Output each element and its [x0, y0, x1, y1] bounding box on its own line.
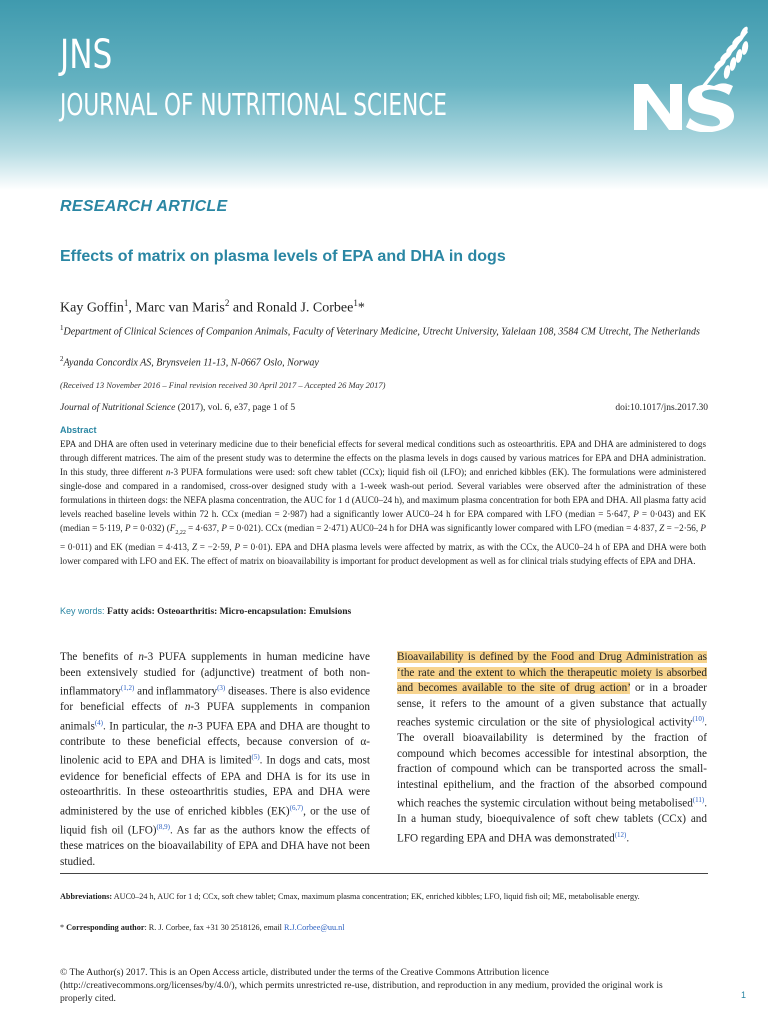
reference-link[interactable]: (4) — [94, 718, 103, 727]
abstract-text: EPA and DHA are often used in veterinary medicine due to their beneficial effects for several medical conditions such as osteoarthritis. EPA and DHA are administered to dogs through different matrices. The aim of the present study was to determine the effects on the plasma levels in dogs caused by various matrices for EPA and DHA administration. In this study, three different n-3 PUFA formulations were used: soft chew tablet (CCx); liquid fish oil (LFO); and enriched kibbles (EK). The formulations were administered single-dose and compared in a randomised, cross-over designed study with a 1-week wash-out period. Several variables were observed after the administration of these formulations in thirteen dogs: the NEFA plasma concentration, the AUC for 1 d (AUC0–24 h), and maximum plasma concentration for both EPA and DHA. All plasma fatty acid levels reached baseline levels within 72 h. CCx (median = 2·987) had a significantly lower AUC0–24 h for EPA compared with LFO (median = 5·647, P = 0·043) and EK (median = 5·119, P = 0·032) ($F_{2,22} = 4\cdot 637$, P = 0·021). CCx (median = 2·471) AUC0–24 h for DHA was significantly lower compared with LFO (median = 4·837, Z = −2·56, P = 0·011) and EK (median = 4·413, Z = −2·59, P = 0·01). EPA and DHA plasma levels were affected by matrix, as with the CCx, the AUC0–24 h of EPA and DHA were both lower compared with LFO and EK. The effect of matrix on bioavailability is important for product development as well as for clinical trials studying effects of EPA and DHA. — [60, 439, 707, 566]
affiliation-2 — [60, 352, 720, 370]
citation-details: (2017), vol. 6, e37, page 1 of 5 — [175, 403, 296, 413]
reference-link[interactable]: (12) — [614, 830, 627, 839]
author-separator: , — [128, 300, 136, 316]
reference-link[interactable]: (5) — [251, 753, 260, 762]
journal-abbreviation: JNS — [60, 32, 113, 78]
author-separator: and — [229, 300, 257, 316]
author-name: Ronald J. Corbee — [256, 300, 354, 316]
highlighted-text[interactable]: Bioavailability is defined by the Food and Drug Administration as ‘the rate and the extent to which the therapeutic moiety is absorbed and becomes available to the site of drug action’ — [397, 651, 707, 694]
affiliation-number: 1 — [60, 324, 64, 332]
affiliation-1 — [60, 321, 720, 339]
journal-name: JOURNAL OF NUTRITIONAL SCIENCE — [60, 88, 447, 123]
corresponding-author-mark: * — [357, 300, 365, 316]
reference-link[interactable]: (6,7) — [289, 803, 304, 812]
keywords-list: Fatty acids: Osteoarthritis: Micro-encapsulation: Emulsions — [107, 607, 352, 617]
author-affiliation-mark: 2 — [224, 298, 230, 308]
page-number: 1 — [740, 990, 746, 1000]
abstract-heading: Abstract — [60, 425, 97, 435]
corresponding-email-link[interactable]: R.J.Corbee@uu.nl — [283, 923, 345, 932]
corresponding-author-footnote: * Corresponding author: R. J. Corbee, fax +31 30 2518126, email R.J.Corbee@uu.nl — [60, 923, 345, 932]
keywords-label: Key words: — [60, 606, 108, 616]
affiliation-number: 2 — [60, 355, 64, 363]
body-column-left: The benefits of n-3 PUFA supplements in human medicine have been extensively studied for (adjunctive) treatment of both non-inflammatory$^{(1,2)}$ and inflammatory$^{(3)}$ diseases. There is also evidence for beneficial effects of n-3 PUFA supplements in companion animals$^{(4)}$. In particular, the n-3 PUFA EPA and DHA are thought to contribute to these beneficial effects, because conversion of α-linolenic acid to EPA and DHA is limited$^{(5)}$. In dogs and cats, most evidence for beneficial effects of EPA and DHA is for its use in osteoarthritis. In these osteoarthritis studies, EPA and DHA were administered by the use of enriched kibbles (EK)$^{(6,7)}$, or the use of liquid fish oil (LFO)$^{(8,9)}$. As far as the authors know the effects of these matrices on the bioavailability of EPA and DHA have not been studied. — [60, 651, 371, 868]
article-type-label: RESEARCH ARTICLE — [60, 198, 228, 215]
body-column-right: Bioavailability is defined by the Food and Drug Administration as ‘the rate and the extent to which the therapeutic moiety is absorbed and becomes available to the site of drug action’ or in a broader sense, it refers to the amount of a given substance that actually reaches systemic circulation or the site of physiological activity$^{(10)}$. The overall bioavailability is determined by the fraction of compound which becomes accessible for intestinal absorption, the fraction of compound which can be transported across the small-intestinal epithelium, and the fraction of the absorbed compound which reaches the systemic circulation without being metabolised$^{(11)}$. In a human study, bioequivalence of soft chew tablets (CCx) and LFO regarding EPA and DHA was demonstrated$^{(12)}$. — [397, 651, 707, 845]
author-affiliation-mark: 1 — [123, 298, 129, 308]
abbreviations-footnote — [60, 891, 708, 903]
author-affiliation-mark: 1 — [353, 298, 358, 308]
doi: doi:10.1017/jns.2017.30 — [615, 403, 708, 413]
affiliation-text: Department of Clinical Sciences of Companion Animals, Faculty of Veterinary Medicine, Utrecht University, Yalelaan 108, 3584 CM Utrecht, The Netherlands — [63, 326, 700, 338]
footnote-divider — [60, 873, 708, 874]
copyright-notice: © The Author(s) 2017. This is an Open Access article, distributed under the terms of the Creative Commons Attribution licence (http://creativecommons.org/licenses/by/4.0/), which permits unrestricted re-use, distribution, and reproduction in any medium, provided the original work is properly cited. — [60, 967, 663, 1004]
received-dates: (Received 13 November 2016 – Final revision received 30 April 2017 – Accepted 26 May 2017) — [60, 380, 386, 390]
journal-logo-icon — [628, 26, 752, 132]
author-name: Kay Goffin — [60, 300, 124, 316]
reference-link[interactable]: (11) — [692, 796, 705, 805]
author-name: Marc van Maris — [135, 300, 225, 316]
keywords — [60, 606, 351, 617]
abbreviations-label: Abbreviations: — [60, 892, 113, 901]
author-list — [60, 298, 365, 317]
article-title: Effects of matrix on plasma levels of EPA and DHA in dogs — [60, 248, 506, 265]
affiliation-text: Ayanda Concordix AS, Brynsveien 11-13, N-0667 Oslo, Norway — [63, 357, 319, 369]
citation-journal: Journal of Nutritional Science — [60, 403, 176, 413]
reference-link[interactable]: (10) — [692, 715, 705, 723]
citation-line — [60, 403, 295, 413]
reference-link[interactable]: (8,9) — [156, 822, 170, 831]
corresponding-author-label: Corresponding author — [66, 923, 145, 932]
reference-link[interactable]: (1,2) — [120, 684, 135, 692]
reference-link[interactable]: (3) — [217, 684, 226, 692]
abbreviations-text: AUC0–24 h, AUC for 1 d; CCx, soft chew tablet; Cmax, maximum plasma concentration; EK, enriched kibbles; LFO, liquid fish oil; ME, metabolisable energy. — [112, 892, 640, 901]
